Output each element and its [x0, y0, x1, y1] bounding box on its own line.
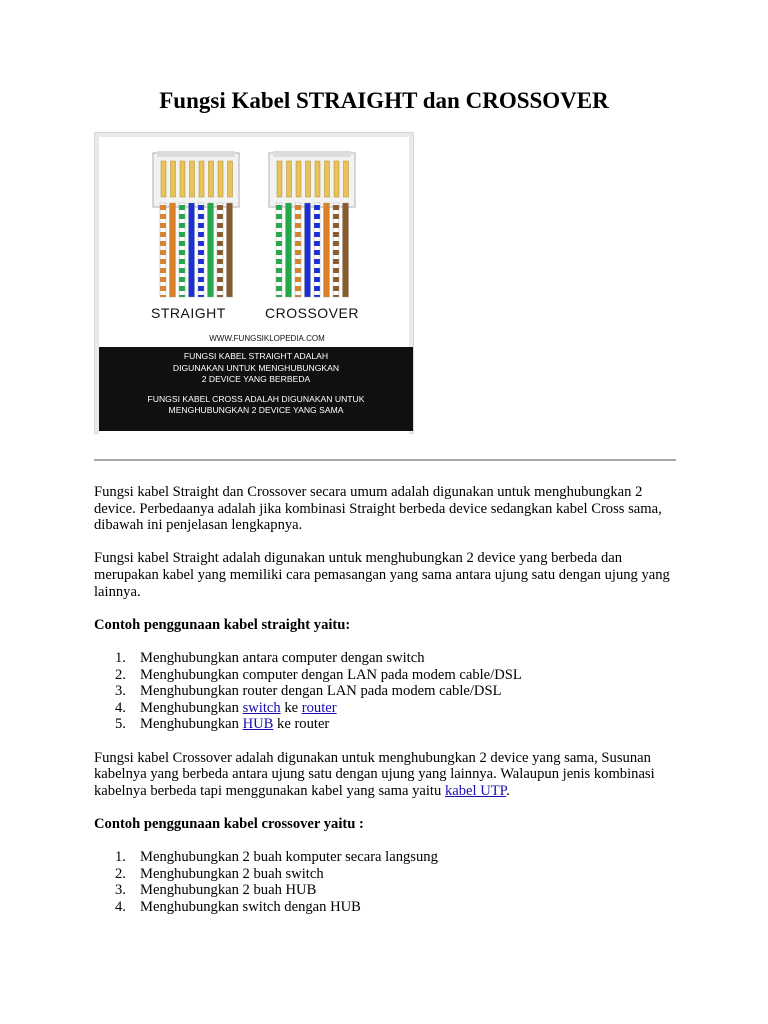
straight-pin-contact [209, 161, 214, 197]
intro-paragraph: Fungsi kabel Straight dan Crossover secara umum adalah digunakan untuk menghubungkan 2 device. Perbedaanya adalah jika kombinasi Straight berbeda device sedangkan kabel Cross sama, dibawah ini penjelasan lengkapnya. [94, 484, 662, 534]
kabel-utp-link[interactable]: kabel UTP [444, 782, 507, 799]
page-title: Fungsi Kabel STRAIGHT dan CROSSOVER [159, 88, 609, 113]
list-item: 5. Menghubungkan HUB ke router [115, 716, 330, 733]
switch-link[interactable]: switch [242, 699, 281, 716]
straight-paragraph: Fungsi kabel Straight adalah digunakan untuk menghubungkan 2 device yang berbeda dan merupakan kabel yang memiliki cara pemasangan yang sama antara ujung satu dengan ujung yang lainnya. [94, 550, 670, 600]
list-item: 1. Menghubungkan 2 buah komputer secara langsung [115, 849, 438, 866]
straight-pin-contact [171, 161, 176, 197]
crossover-usage-list [94, 849, 684, 915]
straight-usage-heading: Contoh penggunaan kabel straight yaitu: [94, 616, 351, 633]
list-item: 4. Menghubungkan switch ke router [115, 699, 337, 716]
crossover-wire-orange-white [295, 203, 301, 297]
crossover-wire-green-white [276, 203, 282, 297]
list-item: 3. Menghubungkan router dengan LAN pada modem cable/DSL [115, 683, 502, 700]
caption-line: 2 DEVICE YANG BERBEDA [201, 374, 311, 384]
list-item: 3. Menghubungkan 2 buah HUB [115, 882, 317, 899]
crossover-pin-contact [296, 161, 301, 197]
figure-url: WWW.FUNGSIKLOPEDIA.COM [203, 333, 331, 345]
straight-wire-orange [170, 203, 176, 297]
figure-caption-box [99, 347, 413, 431]
crossover-pin-contact [306, 161, 311, 197]
straight-wire-brown [227, 203, 233, 297]
cable-diagram-image [94, 132, 414, 434]
straight-pin-contact [161, 161, 166, 197]
straight-pin-contact [218, 161, 223, 197]
straight-connector-lip [157, 151, 235, 157]
crossover-wire-green [286, 203, 292, 297]
crossover-wire-brown [343, 203, 349, 297]
straight-pin-contact [199, 161, 204, 197]
caption-line: MENGHUBUNGKAN 2 DEVICE YANG SAMA [168, 405, 344, 415]
straight-pin-contact [180, 161, 185, 197]
crossover-wire-brown-white [333, 203, 339, 297]
hub-link[interactable]: HUB [242, 716, 274, 733]
caption-line: DIGUNAKAN UNTUK MENGHUBUNGKAN [172, 362, 340, 373]
horizontal-divider [94, 459, 676, 461]
straight-usage-list [94, 650, 684, 733]
crossover-pin-contact [344, 161, 349, 197]
straight-wire-brown-white [217, 203, 223, 297]
crossover-pin-contact [287, 161, 292, 197]
crossover-pin-contact [315, 161, 320, 197]
straight-wire-orange-white [160, 203, 166, 297]
straight-wire-blue-white [198, 203, 204, 297]
straight-wire-green [208, 203, 214, 297]
crossover-connector-lip [273, 151, 351, 157]
crossover-pin-contact [277, 161, 282, 197]
crossover-usage-heading: Contoh penggunaan kabel crossover yaitu : [94, 815, 364, 832]
list-item: 4. Menghubungkan switch dengan HUB [115, 898, 361, 915]
straight-label: STRAIGHT [151, 305, 226, 321]
article-body [94, 484, 684, 932]
crossover-wire-blue-white [314, 203, 320, 297]
crossover-pin-contact [334, 161, 339, 197]
router-link[interactable]: router [301, 699, 337, 716]
rj45-connectors-illustration [95, 133, 415, 347]
crossover-wire-blue [305, 203, 311, 297]
caption-line: FUNGSI KABEL STRAIGHT ADALAH [183, 351, 329, 361]
list-item: 2. Menghubungkan 2 buah switch [115, 865, 324, 882]
straight-wire-green-white [179, 203, 185, 297]
straight-wire-blue [189, 203, 195, 297]
crossover-pin-contact [325, 161, 330, 197]
list-item: 2. Menghubungkan computer dengan LAN pada modem cable/DSL [115, 666, 522, 683]
list-item: 1. Menghubungkan antara computer dengan switch [115, 649, 425, 666]
crossover-wire-orange [324, 203, 330, 297]
straight-pin-contact [228, 161, 233, 197]
caption-line: FUNGSI KABEL CROSS ADALAH DIGUNAKAN UNTUK [147, 393, 365, 404]
straight-pin-contact [190, 161, 195, 197]
crossover-paragraph: Fungsi kabel Crossover adalah digunakan untuk menghubungkan 2 device yang sama, Susunan kabelnya yang berbeda antara ujung satu dengan ujung yang lainnya. Walaupun jenis kombinasi kabelnya berbeda tapi menggunakan kabel yang sama yaitu kabel UTP. [94, 749, 655, 799]
crossover-label: CROSSOVER [265, 305, 359, 321]
